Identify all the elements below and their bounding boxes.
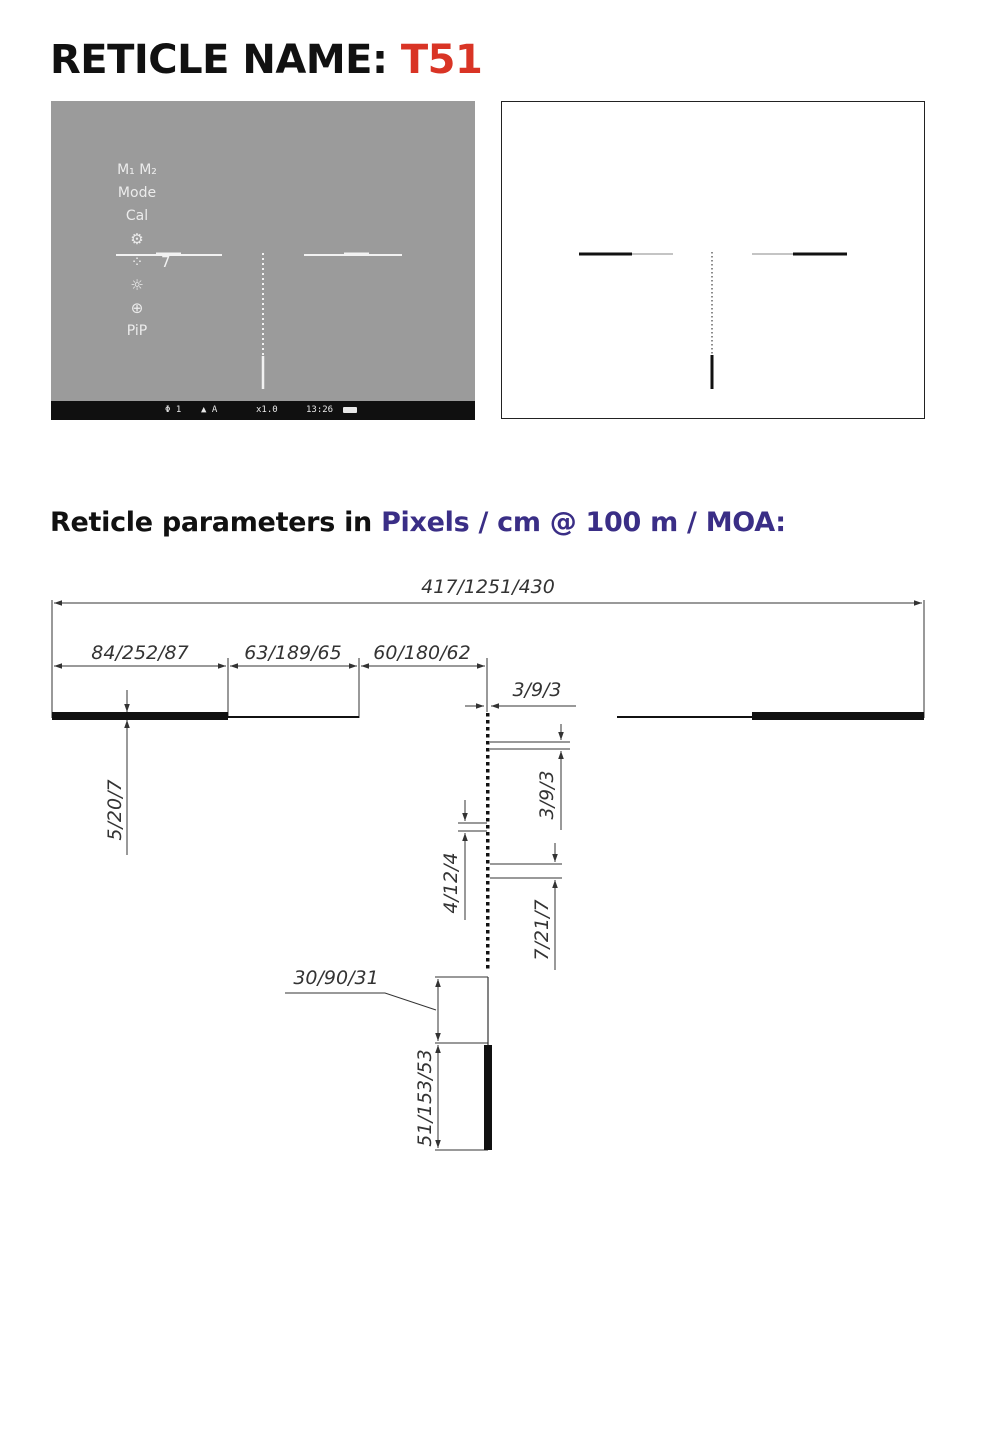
center-dot — [486, 825, 490, 829]
center-dot — [486, 776, 490, 780]
center-dot — [486, 853, 490, 857]
right-thick-bar — [752, 712, 924, 720]
reticle-shape — [52, 712, 924, 1150]
device-menu — [107, 159, 167, 343]
center-dot — [486, 965, 490, 969]
title-label: RETICLE NAME: — [50, 37, 388, 83]
section-title-units: Pixels / cm @ 100 m / MOA: — [381, 507, 786, 538]
outer-bar-label: 84/252/87 — [91, 642, 189, 664]
center-dot — [486, 790, 490, 794]
center-dot — [486, 930, 490, 934]
profile-m1-icon[interactable]: M₁ M₂ — [117, 162, 157, 178]
center-dot — [486, 909, 490, 913]
center-dot — [486, 923, 490, 927]
center-dot — [486, 769, 490, 773]
center-dot — [486, 958, 490, 962]
center-dot — [486, 804, 490, 808]
reticle-value: 7 — [161, 253, 171, 271]
center-line-width-label: 3/9/3 — [512, 679, 562, 701]
pip-menu-item[interactable]: PiP — [126, 323, 148, 339]
dimension-scheme — [0, 560, 1000, 1180]
center-dot — [486, 916, 490, 920]
device-screen-preview — [51, 101, 475, 420]
center-dot — [486, 818, 490, 822]
center-dot — [486, 874, 490, 878]
center-dot — [486, 902, 490, 906]
center-dot — [486, 846, 490, 850]
center-dot — [486, 951, 490, 955]
center-dot — [486, 783, 490, 787]
center-dot — [486, 720, 490, 724]
total-width-label: 417/1251/430 — [421, 576, 555, 598]
center-gap-label: 60/180/62 — [373, 642, 471, 664]
center-dot — [486, 713, 490, 717]
center-dot — [486, 811, 490, 815]
inner-line-label: 63/189/65 — [244, 642, 342, 664]
bottom-post — [484, 1045, 492, 1150]
section-title-prefix: Reticle parameters in — [50, 507, 372, 538]
center-dot — [486, 860, 490, 864]
reticle-preview — [501, 101, 925, 419]
dot-spacing-label: 7/21/7 — [531, 899, 553, 961]
mode-menu-item[interactable]: Mode — [117, 185, 157, 201]
zeroing-icon[interactable]: ⁘ — [130, 253, 144, 271]
battery-icon — [343, 407, 357, 413]
page-title — [50, 34, 482, 86]
brightness-icon[interactable]: ☼ — [130, 276, 144, 294]
center-dot — [486, 832, 490, 836]
zoom-indicator: x1.0 — [256, 405, 278, 415]
post-gap-leader — [285, 993, 436, 1010]
center-dot — [486, 748, 490, 752]
center-dot — [486, 741, 490, 745]
left-thick-bar — [52, 712, 228, 720]
center-dot — [486, 895, 490, 899]
center-dot — [486, 881, 490, 885]
center-dot — [486, 797, 490, 801]
post-length-label: 51/153/53 — [414, 1049, 436, 1147]
center-dot — [486, 727, 490, 731]
bar-thickness-label: 5/20/7 — [104, 779, 126, 841]
center-dot — [486, 888, 490, 892]
center-dotted-line — [486, 713, 490, 969]
center-dot — [486, 839, 490, 843]
dot-gap-label: 4/12/4 — [440, 852, 462, 914]
center-dot — [486, 734, 490, 738]
reticle-preview-drawing — [502, 102, 923, 417]
center-dot — [486, 944, 490, 948]
post-gap-label: 30/90/31 — [293, 967, 379, 989]
center-dot — [486, 762, 490, 766]
time-indicator: 13:26 — [306, 405, 334, 415]
gear-icon[interactable]: ⚙ — [130, 230, 144, 248]
reticle-icon[interactable]: ⊕ — [130, 299, 144, 317]
center-dot — [486, 937, 490, 941]
status-bar — [51, 401, 475, 420]
center-dot — [486, 867, 490, 871]
calibration-menu-item[interactable]: Cal — [125, 208, 149, 224]
section-title — [50, 505, 786, 541]
profile-indicator: Φ 1 — [165, 405, 182, 415]
dot-size-label: 3/9/3 — [536, 770, 558, 820]
center-dot — [486, 755, 490, 759]
reticle-name: T51 — [400, 37, 483, 83]
mode-indicator: ▲ A — [201, 405, 218, 415]
